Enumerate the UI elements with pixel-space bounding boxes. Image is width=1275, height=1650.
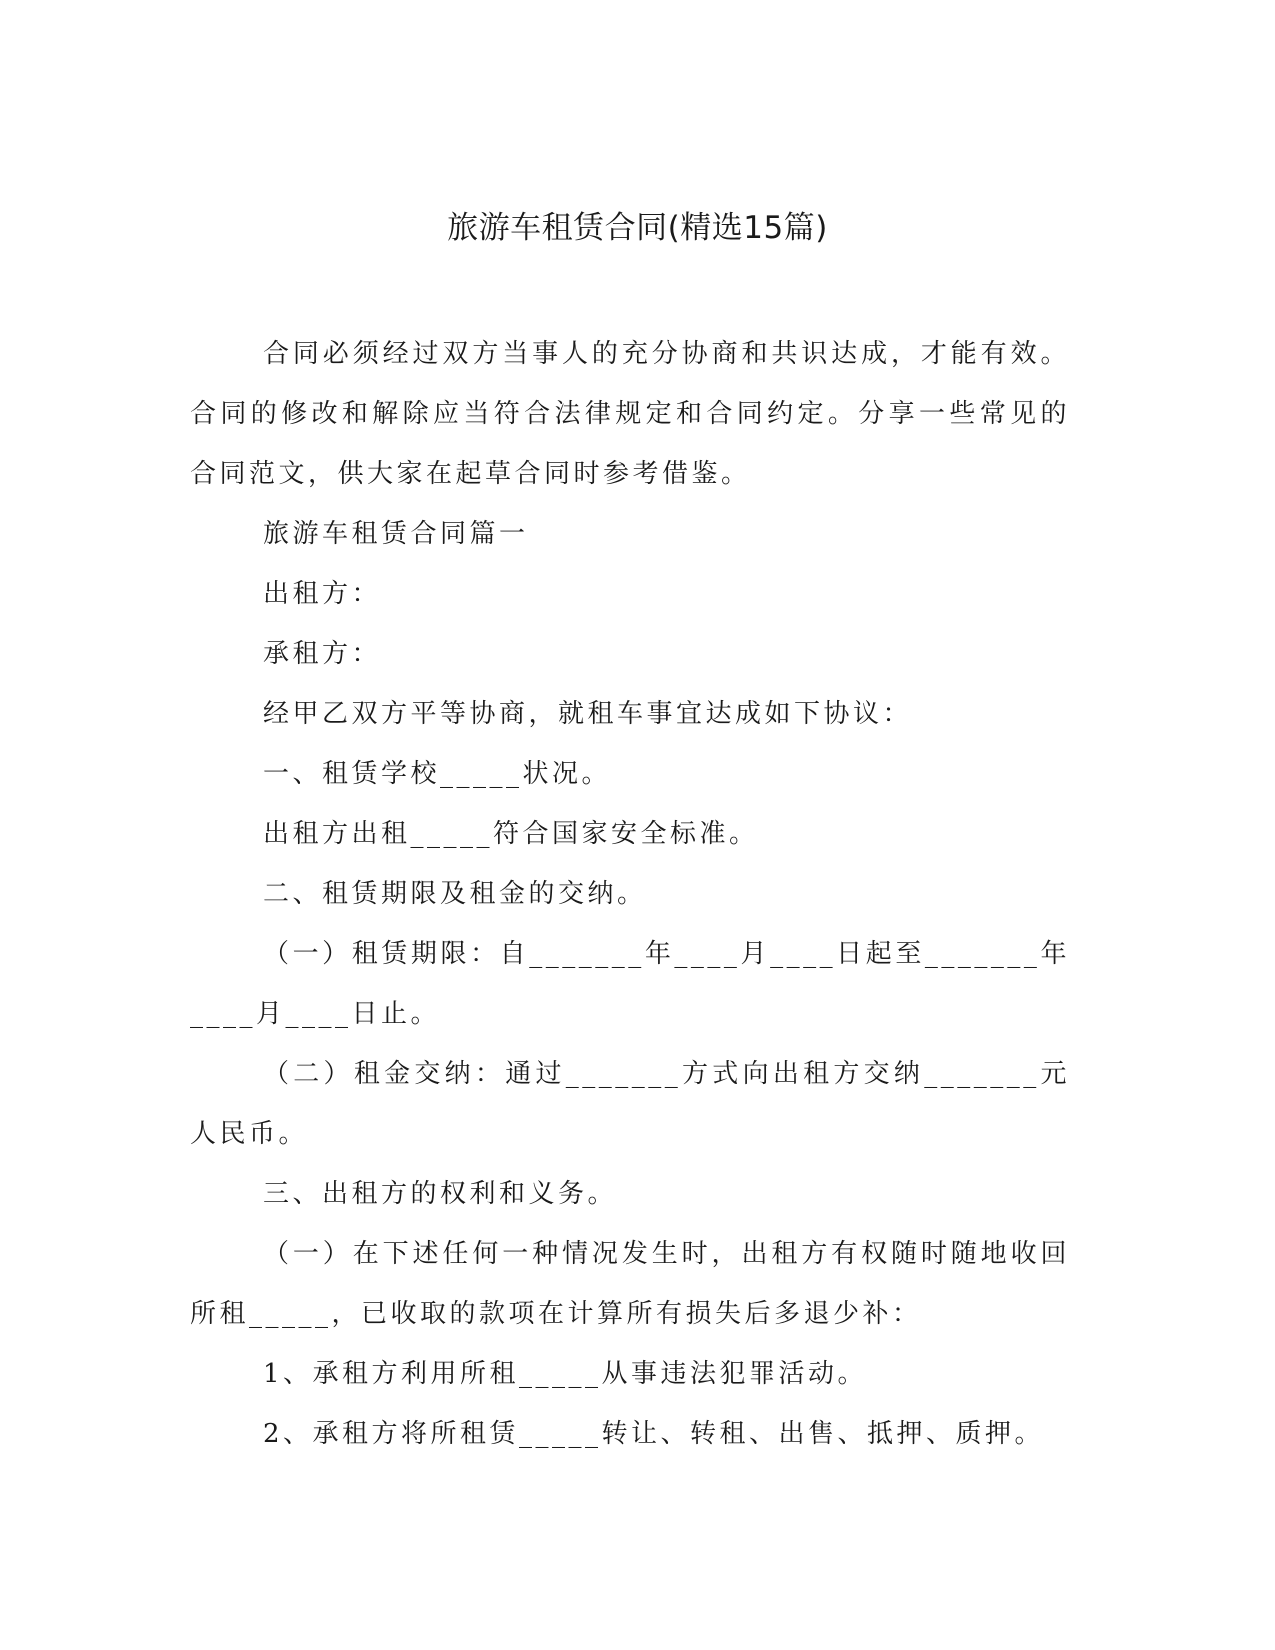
clause-1: 一、租赁学校_____状况。 bbox=[263, 759, 612, 789]
clause-3-sub-2: 2、承租方将所租赁_____转让、转租、出售、抵押、质押。 bbox=[263, 1419, 1045, 1449]
agreement-line: 经甲乙双方平等协商，就租车事宜达成如下协议： bbox=[263, 699, 913, 729]
clause-2-term: （一）租赁期限：自_______年____月____日起至_______年____月____日止。 bbox=[190, 939, 1070, 1029]
document-body bbox=[190, 324, 1070, 1464]
clause-2-payment: （二）租金交纳：通过_______方式向出租方交纳_______元人民币。 bbox=[190, 1059, 1070, 1149]
clause-1-detail: 出租方出租_____符合国家安全标准。 bbox=[263, 819, 759, 849]
lessee-line: 承租方： bbox=[263, 639, 382, 669]
clause-3-item-1: （一）在下述任何一种情况发生时，出租方有权随时随地收回所租_____，已收取的款项在计算所有损失后多退少补： bbox=[190, 1239, 1070, 1329]
clause-2: 二、租赁期限及租金的交纳。 bbox=[263, 879, 647, 909]
document-title: 旅游车租赁合同(精选15篇) bbox=[447, 210, 828, 246]
lessor-line: 出租方： bbox=[263, 579, 382, 609]
section-heading: 旅游车租赁合同篇一 bbox=[263, 519, 529, 549]
intro-paragraph: 合同必须经过双方当事人的充分协商和共识达成，才能有效。合同的修改和解除应当符合法律规定和合同约定。分享一些常见的合同范文，供大家在起草合同时参考借鉴。 bbox=[190, 339, 1070, 489]
clause-3: 三、出租方的权利和义务。 bbox=[263, 1179, 618, 1209]
clause-3-sub-1: 1、承租方利用所租_____从事违法犯罪活动。 bbox=[263, 1359, 868, 1389]
